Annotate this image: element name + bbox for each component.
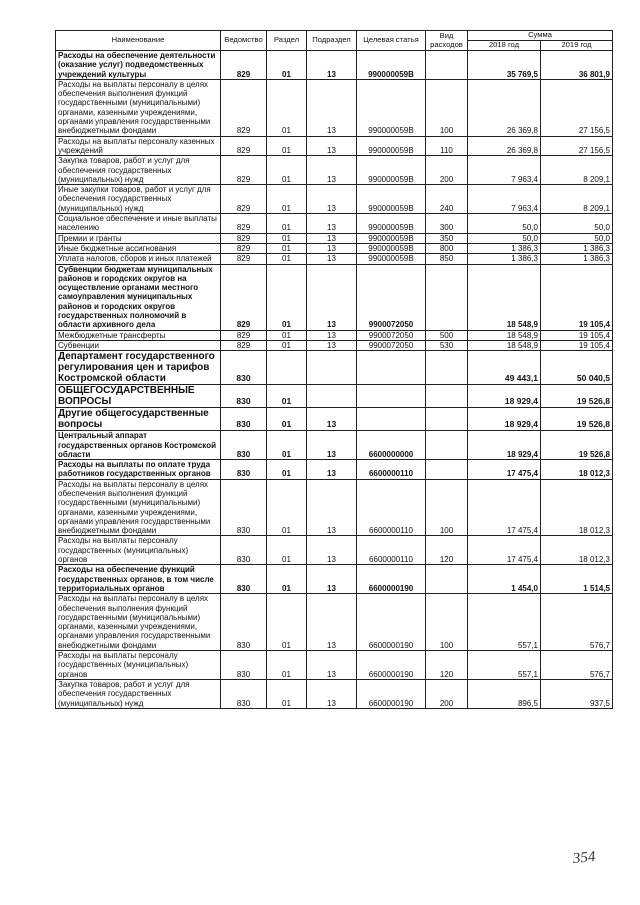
cell-exp-type: 100 [426,479,468,536]
cell-subsection: 13 [307,651,357,680]
cell-2018: 17 475,4 [468,536,541,565]
cell-section [267,351,307,385]
cell-2019: 19 105,4 [541,264,613,330]
cell-2018: 557,1 [468,594,541,651]
cell-exp-type [426,351,468,385]
cell-exp-type [426,385,468,408]
cell-2019: 19 105,4 [541,330,613,340]
col-header-sum: Сумма [468,31,613,41]
table-row [56,431,613,460]
cell-target: 6600000190 [357,565,426,594]
cell-2018: 1 386,3 [468,243,541,253]
cell-exp-type: 850 [426,254,468,264]
cell-2019: 19 526,8 [541,431,613,460]
cell-2019: 27 156,5 [541,136,613,156]
cell-dept: 829 [221,51,267,80]
cell-dept: 830 [221,594,267,651]
cell-subsection: 13 [307,264,357,330]
col-header-2018: 2018 год [468,41,541,51]
table-row [56,565,613,594]
cell-target: 990000059В [357,156,426,185]
cell-target: 990000059В [357,233,426,243]
cell-target [357,351,426,385]
cell-target: 990000059В [357,51,426,80]
cell-name: Расходы на выплаты персоналу государственных (муниципальных) органов [56,651,221,680]
table-row [56,264,613,330]
table-row [56,156,613,185]
cell-exp-type: 120 [426,536,468,565]
cell-subsection [307,385,357,408]
cell-dept: 829 [221,233,267,243]
cell-subsection: 13 [307,156,357,185]
table-row [56,594,613,651]
col-header-subsection: Подраздел [307,31,357,51]
cell-2018: 557,1 [468,651,541,680]
cell-exp-type: 110 [426,136,468,156]
cell-name: Расходы на обеспечение деятельности (оказание услуг) подведомственных учреждений культуры [56,51,221,80]
table-row [56,79,613,136]
cell-target: 6600000190 [357,679,426,708]
cell-subsection: 13 [307,565,357,594]
cell-dept: 829 [221,185,267,214]
cell-exp-type [426,264,468,330]
cell-exp-type: 530 [426,340,468,350]
table-row [56,233,613,243]
cell-section: 01 [267,51,307,80]
cell-section: 01 [267,79,307,136]
cell-2019: 1 386,3 [541,254,613,264]
cell-target: 6600000110 [357,460,426,480]
table-row [56,651,613,680]
cell-2018: 50,0 [468,233,541,243]
cell-name: Расходы на обеспечение функций государственных органов, в том числе территориальных органов [56,565,221,594]
cell-exp-type [426,460,468,480]
cell-name: Межбюджетные трансферты [56,330,221,340]
cell-2019: 19 526,8 [541,408,613,431]
cell-subsection: 13 [307,330,357,340]
cell-2019: 36 801,9 [541,51,613,80]
table-row [56,136,613,156]
table-row [56,51,613,80]
cell-2018: 18 929,4 [468,408,541,431]
cell-name: Субвенции бюджетам муниципальных районов и городских округов на осуществление органами местного самоуправления муниципальных районов и городских округов государственных полномочий в области архивного дела [56,264,221,330]
table-row [56,214,613,234]
table-row [56,351,613,385]
cell-exp-type: 200 [426,156,468,185]
cell-2019: 19 105,4 [541,340,613,350]
table-row [56,679,613,708]
cell-2019: 27 156,5 [541,79,613,136]
cell-section: 01 [267,565,307,594]
cell-dept: 829 [221,214,267,234]
cell-section: 01 [267,185,307,214]
table-row [56,243,613,253]
cell-name: ОБЩЕГОСУДАРСТВЕННЫЕ ВОПРОСЫ [56,385,221,408]
table-row [56,536,613,565]
cell-2018: 896,5 [468,679,541,708]
cell-2019: 50,0 [541,233,613,243]
cell-section: 01 [267,679,307,708]
cell-dept: 830 [221,651,267,680]
cell-dept: 829 [221,136,267,156]
cell-dept: 830 [221,351,267,385]
cell-exp-type [426,431,468,460]
cell-2018: 26 369,8 [468,79,541,136]
cell-target: 990000059В [357,136,426,156]
cell-section: 01 [267,479,307,536]
col-header-name: Наименование [56,31,221,51]
cell-subsection: 13 [307,185,357,214]
col-header-dept: Ведомство [221,31,267,51]
cell-subsection: 13 [307,536,357,565]
cell-subsection: 13 [307,243,357,253]
cell-name: Иные бюджетные ассигнования [56,243,221,253]
cell-dept: 829 [221,264,267,330]
cell-2018: 18 929,4 [468,385,541,408]
cell-dept: 829 [221,79,267,136]
cell-2019: 50,0 [541,214,613,234]
cell-exp-type: 300 [426,214,468,234]
cell-dept: 830 [221,679,267,708]
col-header-section: Раздел [267,31,307,51]
cell-name: Субвенции [56,340,221,350]
table-row [56,185,613,214]
cell-name: Другие общегосударственные вопросы [56,408,221,431]
cell-target: 990000059В [357,254,426,264]
cell-subsection: 13 [307,340,357,350]
cell-subsection: 13 [307,431,357,460]
cell-section: 01 [267,431,307,460]
table-row [56,254,613,264]
page-number: 354 [572,848,597,868]
cell-target [357,408,426,431]
cell-dept: 829 [221,330,267,340]
cell-exp-type: 800 [426,243,468,253]
cell-2019: 8 209,1 [541,185,613,214]
cell-section: 01 [267,536,307,565]
cell-name: Департамент государственного регулирования цен и тарифов Костромской области [56,351,221,385]
cell-subsection: 13 [307,254,357,264]
cell-subsection: 13 [307,408,357,431]
cell-exp-type [426,565,468,594]
cell-name: Иные закупки товаров, работ и услуг для обеспечения государственных (муниципальных) нужд [56,185,221,214]
cell-exp-type: 500 [426,330,468,340]
cell-section: 01 [267,264,307,330]
cell-target: 9900072050 [357,330,426,340]
table-row [56,408,613,431]
cell-2019: 18 012,3 [541,460,613,480]
cell-name: Центральный аппарат государственных органов Костромской области [56,431,221,460]
cell-2019: 18 012,3 [541,536,613,565]
cell-name: Расходы на выплаты персоналу государственных (муниципальных) органов [56,536,221,565]
cell-dept: 830 [221,408,267,431]
cell-dept: 830 [221,479,267,536]
cell-dept: 830 [221,460,267,480]
cell-target: 990000059В [357,214,426,234]
cell-2018: 50,0 [468,214,541,234]
cell-section: 01 [267,214,307,234]
cell-target: 990000059В [357,79,426,136]
cell-subsection: 13 [307,233,357,243]
cell-2018: 18 929,4 [468,431,541,460]
cell-target: 6600000190 [357,651,426,680]
cell-dept: 829 [221,254,267,264]
cell-2019: 576,7 [541,594,613,651]
cell-2018: 17 475,4 [468,460,541,480]
cell-dept: 830 [221,536,267,565]
col-header-exp-type: Вид расходов [426,31,468,51]
cell-subsection: 13 [307,214,357,234]
cell-name: Расходы на выплаты персоналу в целях обеспечения выполнения функций государственными (муниципальными) органами, казенными учреждениями, органами управления государственными внебюджетными фондами [56,479,221,536]
cell-section: 01 [267,136,307,156]
cell-2018: 18 548,9 [468,330,541,340]
cell-2018: 18 548,9 [468,340,541,350]
cell-2019: 18 012,3 [541,479,613,536]
table-row [56,340,613,350]
cell-dept: 830 [221,385,267,408]
cell-section: 01 [267,340,307,350]
cell-2018: 7 963,4 [468,156,541,185]
cell-target: 990000059В [357,243,426,253]
cell-target: 9900072050 [357,264,426,330]
cell-2019: 937,5 [541,679,613,708]
cell-section: 01 [267,330,307,340]
table-row [56,460,613,480]
cell-dept: 830 [221,431,267,460]
cell-dept: 829 [221,340,267,350]
cell-2018: 1 386,3 [468,254,541,264]
cell-dept: 829 [221,156,267,185]
cell-name: Расходы на выплаты по оплате труда работников государственных органов [56,460,221,480]
cell-subsection: 13 [307,479,357,536]
cell-name: Расходы на выплаты персоналу в целях обеспечения выполнения функций государственными (муниципальными) органами, казенными учреждениями, органами управления государственными внебюджетными фондами [56,79,221,136]
cell-subsection: 13 [307,460,357,480]
cell-exp-type: 120 [426,651,468,680]
cell-exp-type: 100 [426,594,468,651]
cell-2018: 18 548,9 [468,264,541,330]
cell-2019: 1 386,3 [541,243,613,253]
cell-name: Расходы на выплаты персоналу казенных учреждений [56,136,221,156]
cell-section: 01 [267,408,307,431]
cell-target: 6600000110 [357,479,426,536]
table-row [56,479,613,536]
cell-name: Расходы на выплаты персоналу в целях обеспечения выполнения функций государственными (муниципальными) органами, казенными учреждениями, органами управления государственными внебюджетными фондами [56,594,221,651]
cell-dept: 830 [221,565,267,594]
col-header-2019: 2019 год [541,41,613,51]
cell-2019: 1 514,5 [541,565,613,594]
cell-2018: 35 769,5 [468,51,541,80]
cell-section: 01 [267,233,307,243]
cell-subsection: 13 [307,136,357,156]
cell-subsection [307,351,357,385]
cell-2019: 8 209,1 [541,156,613,185]
cell-2018: 1 454,0 [468,565,541,594]
cell-exp-type: 100 [426,79,468,136]
cell-target: 6600000190 [357,594,426,651]
col-header-target: Целевая статья [357,31,426,51]
cell-subsection: 13 [307,51,357,80]
cell-2019: 50 040,5 [541,351,613,385]
budget-table-page [55,30,612,709]
cell-section: 01 [267,254,307,264]
cell-name: Социальное обеспечение и иные выплаты населению [56,214,221,234]
cell-section: 01 [267,156,307,185]
budget-table [55,30,613,709]
cell-section: 01 [267,460,307,480]
cell-exp-type [426,51,468,80]
table-row [56,385,613,408]
cell-target: 6600000000 [357,431,426,460]
table-body [56,51,613,709]
cell-exp-type: 240 [426,185,468,214]
cell-2018: 7 963,4 [468,185,541,214]
cell-section: 01 [267,385,307,408]
cell-name: Закупка товаров, работ и услуг для обеспечения государственных (муниципальных) нужд [56,156,221,185]
cell-name: Премии и гранты [56,233,221,243]
cell-subsection: 13 [307,594,357,651]
cell-section: 01 [267,594,307,651]
cell-dept: 829 [221,243,267,253]
cell-2019: 576,7 [541,651,613,680]
cell-2018: 49 443,1 [468,351,541,385]
cell-target: 9900072050 [357,340,426,350]
cell-2019: 19 526,8 [541,385,613,408]
cell-section: 01 [267,651,307,680]
cell-subsection: 13 [307,679,357,708]
cell-exp-type: 350 [426,233,468,243]
cell-name: Закупка товаров, работ и услуг для обеспечения государственных (муниципальных) нужд [56,679,221,708]
cell-2018: 26 369,8 [468,136,541,156]
cell-target: 6600000110 [357,536,426,565]
cell-exp-type [426,408,468,431]
cell-exp-type: 200 [426,679,468,708]
cell-2018: 17 475,4 [468,479,541,536]
cell-subsection: 13 [307,79,357,136]
cell-section: 01 [267,243,307,253]
table-row [56,330,613,340]
cell-target: 990000059В [357,185,426,214]
cell-target [357,385,426,408]
cell-name: Уплата налогов, сборов и иных платежей [56,254,221,264]
